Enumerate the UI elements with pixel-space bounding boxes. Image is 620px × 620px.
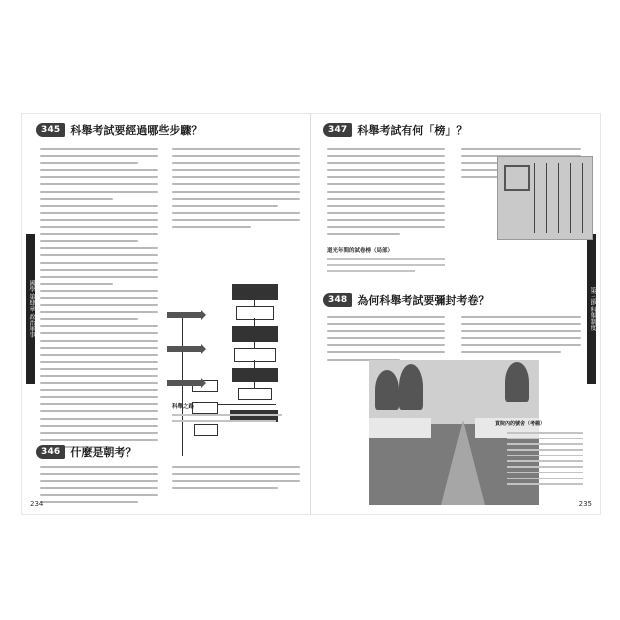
question-number: 345: [36, 123, 65, 137]
body-text-col1: [40, 148, 158, 453]
question-number: 346: [36, 445, 65, 459]
photo-notes: [507, 432, 583, 489]
photo-caption: 貢院內的號舍（考棚）: [495, 421, 546, 427]
diagram-caption: 科舉之路: [172, 404, 195, 410]
body-text-q348-col1: [327, 316, 445, 366]
photo-caption: 道光年間的試卷榜（局部）: [327, 248, 394, 254]
chapter-tab: 第三節 科舉制度: [587, 234, 596, 384]
diagram-block: [232, 368, 278, 382]
body-text-q347-col1: [327, 148, 445, 240]
diagram-block: [232, 326, 278, 342]
diagram-block: [234, 348, 276, 362]
question-title: 什麼是朝考？: [70, 446, 137, 459]
body-text-q348-col2: [461, 316, 581, 359]
book-spread: [22, 114, 600, 514]
diagram-block-side: [194, 424, 218, 436]
body-text-q346-col2: [172, 466, 300, 494]
chapter-tab: 國學 第肆章 政治軍事: [26, 234, 35, 384]
question-348-header: [323, 292, 489, 308]
diagram-block: [236, 306, 274, 320]
left-page: [22, 114, 310, 514]
question-title: 科舉考試有何「榜」？: [357, 124, 468, 137]
question-347-header: [323, 122, 467, 138]
body-text-q346-col1: [40, 466, 158, 509]
exam-list-photo: [497, 156, 593, 240]
diagram-block: [238, 388, 272, 400]
diagram-arrows: [167, 306, 207, 396]
page-number: 234: [30, 500, 44, 508]
question-number: 347: [323, 123, 352, 137]
question-345-header: [36, 122, 202, 138]
body-text-col2: [172, 148, 300, 233]
diagram-block-top: [232, 284, 278, 300]
question-number: 348: [323, 293, 352, 307]
question-346-header: [36, 444, 136, 460]
page-number: 235: [578, 500, 592, 508]
diagram-block-side: [192, 402, 218, 414]
question-title: 為何科舉考試要彌封考卷？: [357, 294, 490, 307]
right-page: [311, 114, 600, 514]
question-title: 科舉考試要經過哪些步驟？: [70, 124, 203, 137]
